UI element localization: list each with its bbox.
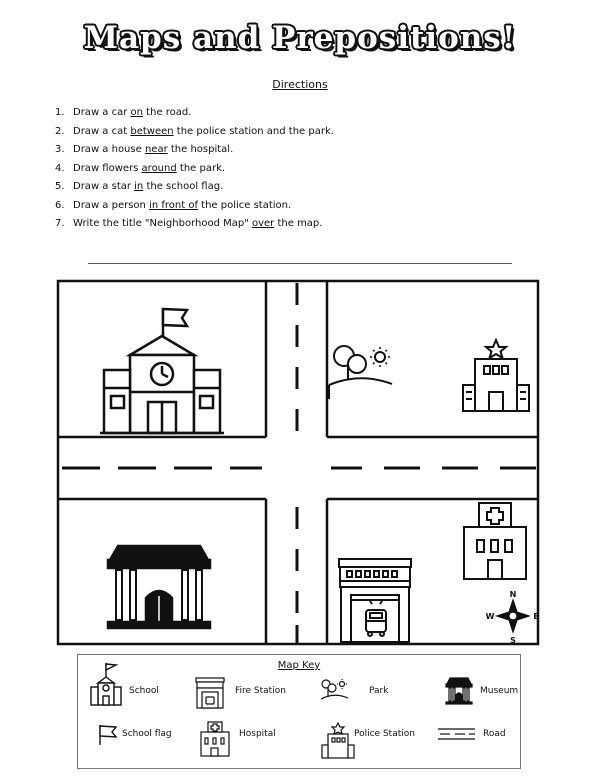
map-key-icons: [78, 655, 522, 770]
road-icon: [438, 729, 475, 739]
police-station-icon: [322, 723, 354, 758]
key-label-hospital: Hospital: [239, 729, 276, 739]
key-label-fire-station: Fire Station: [235, 686, 286, 696]
flag-icon: [100, 725, 116, 745]
map-key: [77, 654, 521, 769]
direction-item: 2. Draw a cat between the police station and the park.: [55, 125, 334, 137]
school-icon: [100, 308, 224, 433]
hospital-icon: [464, 503, 526, 579]
key-label-park: Park: [369, 686, 389, 696]
preposition: on: [130, 107, 143, 118]
direction-item: 1. Draw a car on the road.: [55, 107, 192, 118]
fire-station-icon: [339, 559, 411, 642]
museum-icon: [108, 546, 210, 628]
museum-icon: [446, 678, 472, 704]
directions-heading: Directions: [272, 78, 328, 91]
preposition: over: [251, 218, 275, 229]
preposition: around: [141, 162, 177, 174]
worksheet-title: Maps and Prepositions!: [83, 20, 517, 56]
park-icon: [329, 346, 392, 399]
direction-item: 6. Draw a person in front of the police station.: [55, 199, 292, 211]
direction-item: 3. Draw a house near the hospital.: [55, 144, 234, 155]
key-label-road: Road: [483, 729, 506, 739]
direction-item: 4. Draw flowers around the park.: [55, 162, 226, 174]
compass-east-label: E: [533, 612, 539, 621]
school-icon: [91, 663, 121, 705]
preposition: in: [134, 181, 144, 192]
compass-icon: [497, 600, 529, 632]
fire-station-icon: [196, 678, 224, 708]
preposition: near: [144, 144, 168, 155]
key-label-school-flag: School flag: [122, 729, 172, 739]
police-station-icon: [463, 340, 529, 411]
compass-west-label: W: [485, 612, 495, 621]
direction-item: 7. Write the title "Neighborhood Map" over the map.: [55, 218, 323, 229]
direction-item: 5. Draw a star in the school flag.: [55, 181, 224, 192]
preposition: in front of: [149, 199, 198, 211]
key-label-museum: Museum: [480, 686, 519, 696]
key-label-police-station: Police Station: [354, 729, 415, 739]
compass-south-label: S: [510, 636, 516, 645]
key-label-school: School: [129, 686, 159, 696]
preposition: between: [130, 125, 174, 137]
compass-north-label: N: [509, 590, 517, 599]
park-icon: [321, 679, 348, 699]
map-key-title: Map Key: [277, 660, 321, 671]
hospital-icon: [201, 722, 229, 756]
